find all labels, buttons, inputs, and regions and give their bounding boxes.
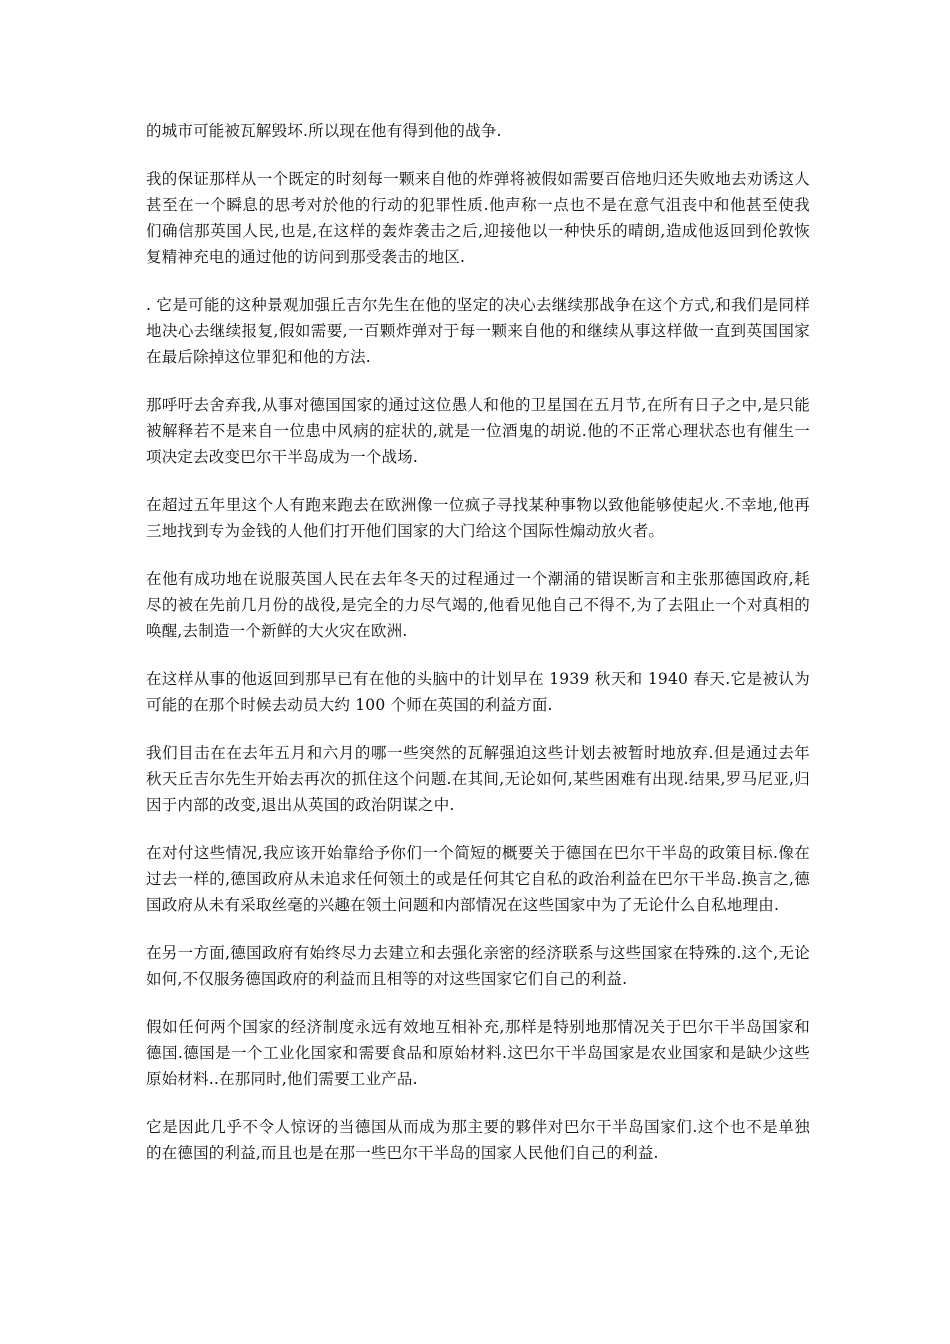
paragraph: 我的保证那样从一个既定的时刻每一颗来自他的炸弹将被假如需要百倍地归还失败地去劝诱这人甚至在一个瞬息的思考对於他的行动的犯罪性质.他声称一点也不是在意气沮丧中和他甚至使我们确信那英国人民,也是,在这样的轰炸袭击之后,迎接他以一种快乐的晴朗,造成他返回到伦敦恢复精神充电的通过他的访问到那受袭击的地区. bbox=[146, 170, 810, 266]
paragraph: 在另一方面,德国政府有始终尽力去建立和去强化亲密的经济联系与这些国家在特殊的.这个,无论如何,不仅服务德国政府的利益而且相等的对这些国家它们自己的利益. bbox=[146, 944, 810, 988]
paragraph: 在这样从事的他返回到那早已有在他的头脑中的计划早在 1939 秋天和 1940 春天.它是被认为可能的在那个时候去动员大约 100 个师在英国的利益方面. bbox=[146, 670, 810, 714]
paragraph: 那呼吁去舍弃我,从事对德国国家的通过这位愚人和他的卫星国在五月节,在所有日子之中,是只能被解释若不是来自一位患中风病的症状的,就是一位酒鬼的胡说.他的不正常心理状态也有催生一项决定去改变巴尔干半岛成为一个战场. bbox=[146, 396, 810, 466]
paragraph: 它是因此几乎不令人惊讶的当德国从而成为那主要的夥伴对巴尔干半岛国家们.这个也不是单独的在德国的利益,而且也是在那一些巴尔干半岛的国家人民他们自己的利益. bbox=[146, 1118, 810, 1162]
paragraph: . 它是可能的这种景观加强丘吉尔先生在他的坚定的决心去继续那战争在这个方式,和我们是同样地决心去继续报复,假如需要,一百颗炸弹对于每一颗来自他的和继续从事这样做一直到英国国家在最后除掉这位罪犯和他的方法. bbox=[146, 296, 810, 366]
paragraph: 在他有成功地在说服英国人民在去年冬天的过程通过一个潮涌的错误断言和主张那德国政府,耗尽的被在先前几月份的战役,是完全的力尽气竭的,他看见他自己不得不,为了去阻止一个对真相的唤醒,去制造一个新鲜的大火灾在欧洲. bbox=[146, 570, 810, 640]
paragraph: 我们目击在在去年五月和六月的哪一些突然的瓦解强迫这些计划去被暂时地放弃.但是通过去年秋天丘吉尔先生开始去再次的抓住这个问题.在其间,无论如何,某些困难有出现.结果,罗马尼亚,归因于内部的改变,退出从英国的政治阴谋之中. bbox=[146, 744, 810, 814]
document-body bbox=[146, 118, 810, 1188]
paragraph: 在超过五年里这个人有跑来跑去在欧洲像一位疯子寻找某种事物以致他能够使起火.不幸地,他再三地找到专为金钱的人他们打开他们国家的大门给这个国际性煽动放火者。 bbox=[146, 496, 810, 540]
paragraph: 假如任何两个国家的经济制度永远有效地互相补充,那样是特别地那情况关于巴尔干半岛国家和德国.德国是一个工业化国家和需要食品和原始材料.这巴尔干半岛国家是农业国家和是缺少这些原始材料..在那同时,他们需要工业产品. bbox=[146, 1018, 810, 1088]
paragraph: 的城市可能被瓦解毁坏.所以现在他有得到他的战争. bbox=[146, 122, 502, 140]
paragraph: 在对付这些情况,我应该开始靠给予你们一个简短的概要关于德国在巴尔干半岛的政策目标.像在过去一样的,德国政府从未追求任何领土的或是任何其它自私的政治利益在巴尔干半岛.换言之,德国政府从未有采取丝毫的兴趣在领土问题和内部情况在这些国家中为了无论什么自私地理由. bbox=[146, 844, 810, 914]
